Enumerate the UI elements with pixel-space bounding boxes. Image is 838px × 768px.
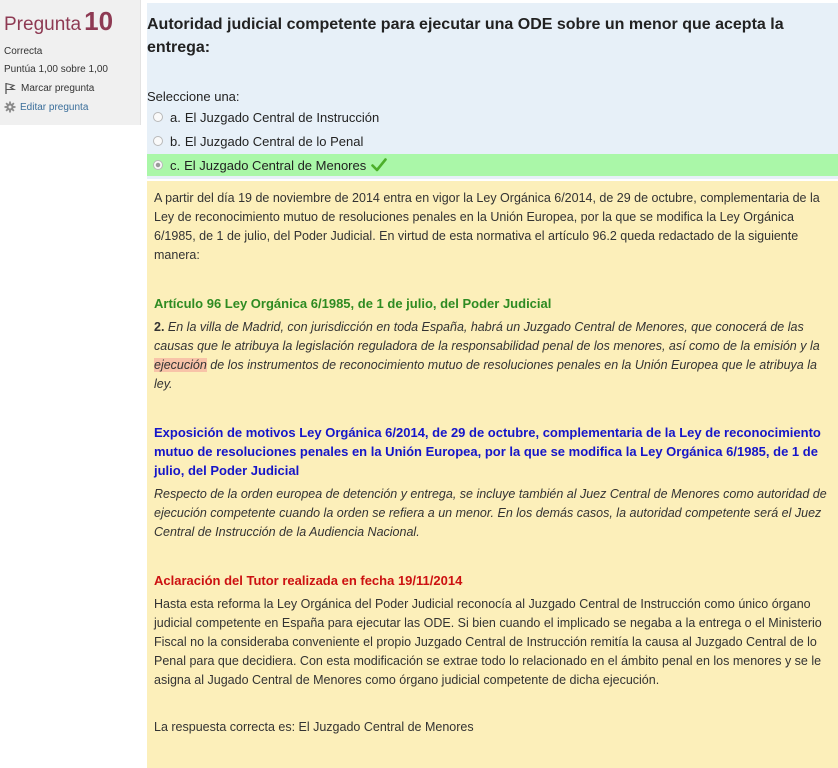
checkmark-icon xyxy=(371,158,387,172)
radio-button[interactable] xyxy=(153,136,163,146)
edit-question-label: Editar pregunta xyxy=(20,101,89,113)
question-state: Correcta xyxy=(4,46,43,57)
flag-icon xyxy=(4,82,17,95)
option-letter: a. xyxy=(170,109,181,125)
article-text xyxy=(154,318,830,394)
feedback-intro: A partir del día 19 de noviembre de 2014 entra en vigor la Ley Orgánica 6/2014, de 29 de octubre, complementaria de la Ley de reconocimiento mutuo de resoluciones penales en la Unión Europea, por la que se modifica la Ley Orgánica 6/1985, de 1 de julio, del Poder Judicial. En virtud de esta normativa el artículo 96.2 queda redactado de la siguiente manera: xyxy=(154,191,820,262)
question-text: Autoridad judicial competente para ejecutar una ODE sobre un menor que acepta la entrega: xyxy=(147,16,784,56)
question-formulation xyxy=(147,3,838,179)
tutor-text: Hasta esta reforma la Ley Orgánica del Poder Judicial reconocía al Juzgado Central de Instrucción como único órgano judicial competente en España para ejecutar las ODE. Si bien cuando el implicado se negaba a la entrega o el Ministerio Fiscal no la consideraba conveniente el propio Juzgado Central de Instrucción remitía la causa al Juzgado Central de lo Penal para que decidiera. Con esta modificación se extrae todo lo relacionado en el ámbito penal en los menores y se le asigna al Jugado Central de Menores como órgano judicial competente de dicha ejecución. xyxy=(154,597,822,687)
question-number-value: 10 xyxy=(84,6,114,36)
question-grade: Puntúa 1,00 sobre 1,00 xyxy=(4,64,108,75)
answer-option-c[interactable] xyxy=(147,154,838,176)
question-word: Pregunta xyxy=(4,14,82,35)
edit-question-link[interactable] xyxy=(4,101,140,113)
highlighted-word: ejecución xyxy=(154,358,207,372)
answer-option-a[interactable] xyxy=(147,106,838,128)
article-part-1: En la villa de Madrid, con jurisdicción en toda España, habrá un Juzgado Central de Menores, que conocerá de las causas que le atribuya la legislación reguladora de la responsabilidad penal de los menores, así como de la emisión y la xyxy=(154,320,820,353)
radio-button[interactable] xyxy=(153,112,163,122)
general-feedback xyxy=(147,181,838,768)
option-text: El Juzgado Central de Instrucción xyxy=(184,109,380,125)
article-part-2: de los instrumentos de reconocimiento mutuo de resoluciones penales en la Unión Europea que le atribuya la ley. xyxy=(154,358,817,391)
tutor-heading: Aclaración del Tutor realizada en fecha 19/11/2014 xyxy=(154,573,463,588)
answer-prompt: Seleccione una: xyxy=(147,89,240,104)
article-heading: Artículo 96 Ley Orgánica 6/1985, de 1 de julio, del Poder Judicial xyxy=(154,296,552,311)
exposition-heading: Exposición de motivos Ley Orgánica 6/2014, de 29 de octubre, complementaria de la Ley de reconocimiento mutuo de resoluciones penales en la Unión Europea, por la que se modifica la Ley Orgánica 6/1985, de 1 de julio, del Poder Judicial xyxy=(154,425,821,478)
option-letter: c. xyxy=(170,157,181,173)
option-text: El Juzgado Central de Menores xyxy=(184,157,367,173)
answer-option-b[interactable] xyxy=(147,130,838,152)
radio-button-selected[interactable] xyxy=(153,160,163,170)
option-text: El Juzgado Central de lo Penal xyxy=(184,133,364,149)
right-answer: La respuesta correcta es: El Juzgado Central de Menores xyxy=(154,720,474,734)
gear-icon xyxy=(4,101,16,113)
question-number xyxy=(4,6,140,36)
flag-question-link[interactable] xyxy=(4,82,140,95)
option-letter: b. xyxy=(170,133,181,149)
flag-question-label: Marcar pregunta xyxy=(21,83,95,94)
question-info xyxy=(0,0,141,125)
article-number: 2. xyxy=(154,320,165,334)
exposition-text: Respecto de la orden europea de detención y entrega, se incluye también al Juez Central de Menores como autoridad de ejecución competente cuando la orden se refiera a un menor. En los demás casos, la autoridad competente será el Juez Central de Instrucción de la Audiencia Nacional. xyxy=(154,487,827,539)
